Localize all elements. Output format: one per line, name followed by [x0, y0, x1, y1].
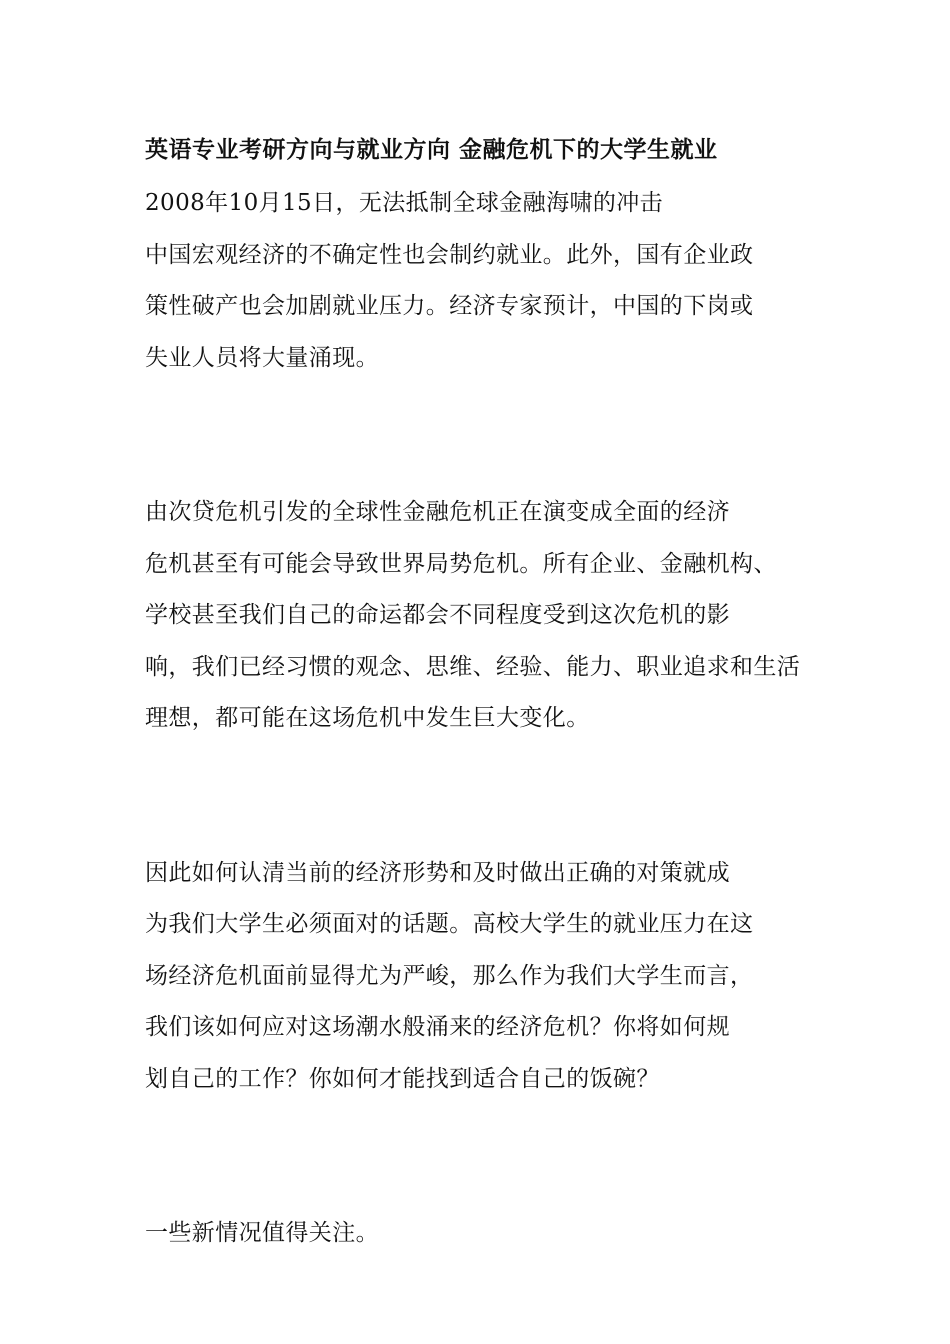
paragraph-line: 划自己的工作？你如何才能找到适合自己的饭碗？	[145, 1065, 660, 1092]
paragraph-line: 场经济危机面前显得尤为严峻，那么作为我们大学生而言，	[145, 962, 754, 989]
paragraph-4	[145, 1208, 815, 1260]
paragraph-2	[145, 487, 815, 745]
document-title: 英语专业考研方向与就业方向 金融危机下的大学生就业	[145, 137, 718, 163]
document-body	[145, 128, 815, 1260]
paragraph-line: 策性破产也会加剧就业压力。经济专家预计，中国的下岗或	[145, 293, 754, 319]
paragraph-line: 失业人员将大量涌现。	[145, 344, 379, 371]
paragraph-line: 由次贷危机引发的全球性金融危机正在演变成全面的经济	[145, 499, 730, 525]
paragraph-line: 为我们大学生必须面对的话题。高校大学生的就业压力在这	[145, 911, 754, 937]
paragraph-line: 因此如何认清当前的经济形势和及时做出正确的对策就成	[145, 859, 730, 886]
paragraph-line: 我们该如何应对这场潮水般涌来的经济危机？你将如何规	[145, 1014, 730, 1040]
paragraph-3	[145, 848, 815, 1106]
paragraph-line: 理想，都可能在这场危机中发生巨大变化。	[145, 705, 590, 731]
paragraph-spacer	[145, 745, 815, 848]
paragraph-line: 2008年10月15日，无法抵制全球金融海啸的冲击	[145, 190, 664, 216]
paragraph-spacer	[145, 1105, 815, 1208]
paragraph-line: 中国宏观经济的不确定性也会制约就业。此外，国有企业政	[145, 241, 754, 268]
paragraph-line: 学校甚至我们自己的命运都会不同程度受到这次危机的影	[145, 602, 730, 628]
paragraph-line: 一些新情况值得关注。	[145, 1220, 379, 1246]
paragraph-1	[145, 178, 815, 384]
paragraph-line: 危机甚至有可能会导致世界局势危机。所有企业、金融机构、	[145, 550, 777, 577]
paragraph-spacer	[145, 384, 815, 487]
paragraph-line: 响，我们已经习惯的观念、思维、经验、能力、职业追求和生活	[145, 653, 801, 680]
